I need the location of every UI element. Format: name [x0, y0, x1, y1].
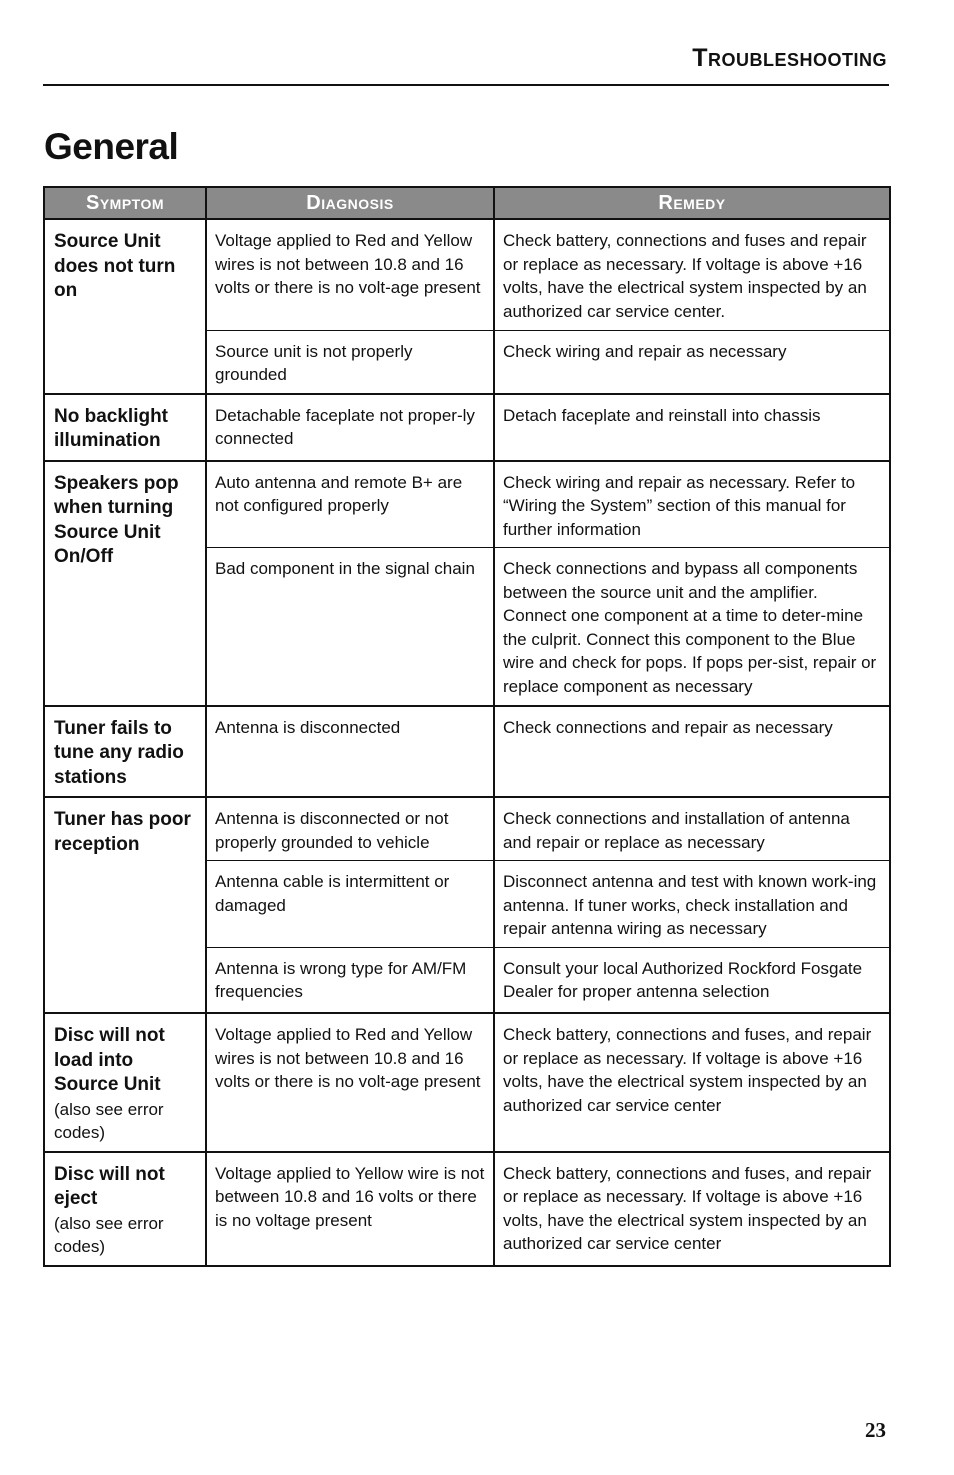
diagnosis-cell: Auto antenna and remote B+ are not configured properly: [206, 461, 494, 548]
symptom-text: Speakers pop when turning Source Unit On/Off: [54, 472, 179, 567]
troubleshooting-table: [43, 186, 891, 1267]
page-header-title: Troubleshooting: [692, 44, 887, 72]
symptom-text: Tuner has poor reception: [54, 809, 191, 855]
symptom-note: (also see error codes): [54, 1213, 164, 1256]
symptom-text: Disc will not eject: [54, 1163, 165, 1209]
remedy-cell: Check wiring and repair as necessary: [494, 330, 890, 394]
diagnosis-cell: Voltage applied to Red and Yellow wires is not between 10.8 and 16 volts or there is no volt-age present: [206, 1013, 494, 1152]
table-row: [44, 219, 890, 330]
diagnosis-cell: Source unit is not properly grounded: [206, 330, 494, 394]
header-rule: [43, 84, 889, 86]
remedy-cell: Disconnect antenna and test with known work-ing antenna. If tuner works, check installation and repair antenna wiring as necessary: [494, 861, 890, 948]
remedy-cell: Check wiring and repair as necessary. Refer to “Wiring the System” section of this manual for further information: [494, 461, 890, 548]
diagnosis-cell: Antenna is disconnected: [206, 706, 494, 798]
diagnosis-cell: Bad component in the signal chain: [206, 548, 494, 706]
diagnosis-cell: Detachable faceplate not proper-ly connected: [206, 394, 494, 461]
symptom-cell: [44, 394, 206, 461]
symptom-cell: [44, 797, 206, 1013]
symptom-cell: [44, 706, 206, 798]
page-number: 23: [865, 1418, 886, 1442]
symptom-cell: [44, 219, 206, 394]
symptom-cell: [44, 1152, 206, 1266]
diagnosis-cell: Antenna is disconnected or not properly grounded to vehicle: [206, 797, 494, 861]
table-row: [44, 1013, 890, 1152]
symptom-text: Disc will not load into Source Unit: [54, 1025, 165, 1095]
diagnosis-cell: Antenna is wrong type for AM/FM frequencies: [206, 947, 494, 1013]
table-row: [44, 706, 890, 798]
remedy-cell: Detach faceplate and reinstall into chassis: [494, 394, 890, 461]
remedy-cell: Check connections and installation of antenna and repair or replace as necessary: [494, 797, 890, 861]
symptom-text: Tuner fails to tune any radio stations: [54, 717, 184, 788]
remedy-cell: Consult your local Authorized Rockford Fosgate Dealer for proper antenna selection: [494, 947, 890, 1013]
remedy-cell: Check connections and bypass all components between the source unit and the amplifier. Connect one component at a time to deter-mine the culprit. Connect this component to the Blue wire and check for pops. If pops per-sist, repair or replace component as necessary: [494, 548, 890, 706]
remedy-cell: Check connections and repair as necessary: [494, 706, 890, 798]
symptom-cell: [44, 1013, 206, 1152]
table-row: [44, 1152, 890, 1266]
diagnosis-cell: Voltage applied to Yellow wire is not between 10.8 and 16 volts or there is no voltage present: [206, 1152, 494, 1266]
table-row: [44, 461, 890, 548]
diagnosis-cell: Antenna cable is intermittent or damaged: [206, 861, 494, 948]
remedy-cell: Check battery, connections and fuses and repair or replace as necessary. If voltage is above +16 volts, have the electrical system inspected by an authorized car service center.: [494, 219, 890, 330]
remedy-cell: Check battery, connections and fuses, and repair or replace as necessary. If voltage is above +16 volts, have the electrical system inspected by an authorized car service center: [494, 1152, 890, 1266]
diagnosis-column-header: Diagnosis: [206, 187, 494, 219]
symptom-column-header: Symptom: [44, 187, 206, 219]
table-row: [44, 797, 890, 861]
diagnosis-cell: Voltage applied to Red and Yellow wires is not between 10.8 and 16 volts or there is no volt-age present: [206, 219, 494, 330]
symptom-cell: [44, 461, 206, 706]
remedy-column-header: Remedy: [494, 187, 890, 219]
symptom-note: (also see error codes): [54, 1099, 164, 1142]
section-title: General: [44, 126, 179, 167]
table-row: [44, 394, 890, 461]
remedy-cell: Check battery, connections and fuses, and repair or replace as necessary. If voltage is above +16 volts, have the electrical system inspected by an authorized car service center: [494, 1013, 890, 1152]
symptom-text: No backlight illumination: [54, 405, 169, 451]
symptom-text: Source Unit does not turn on: [54, 231, 176, 301]
table-header-row: [44, 187, 890, 219]
